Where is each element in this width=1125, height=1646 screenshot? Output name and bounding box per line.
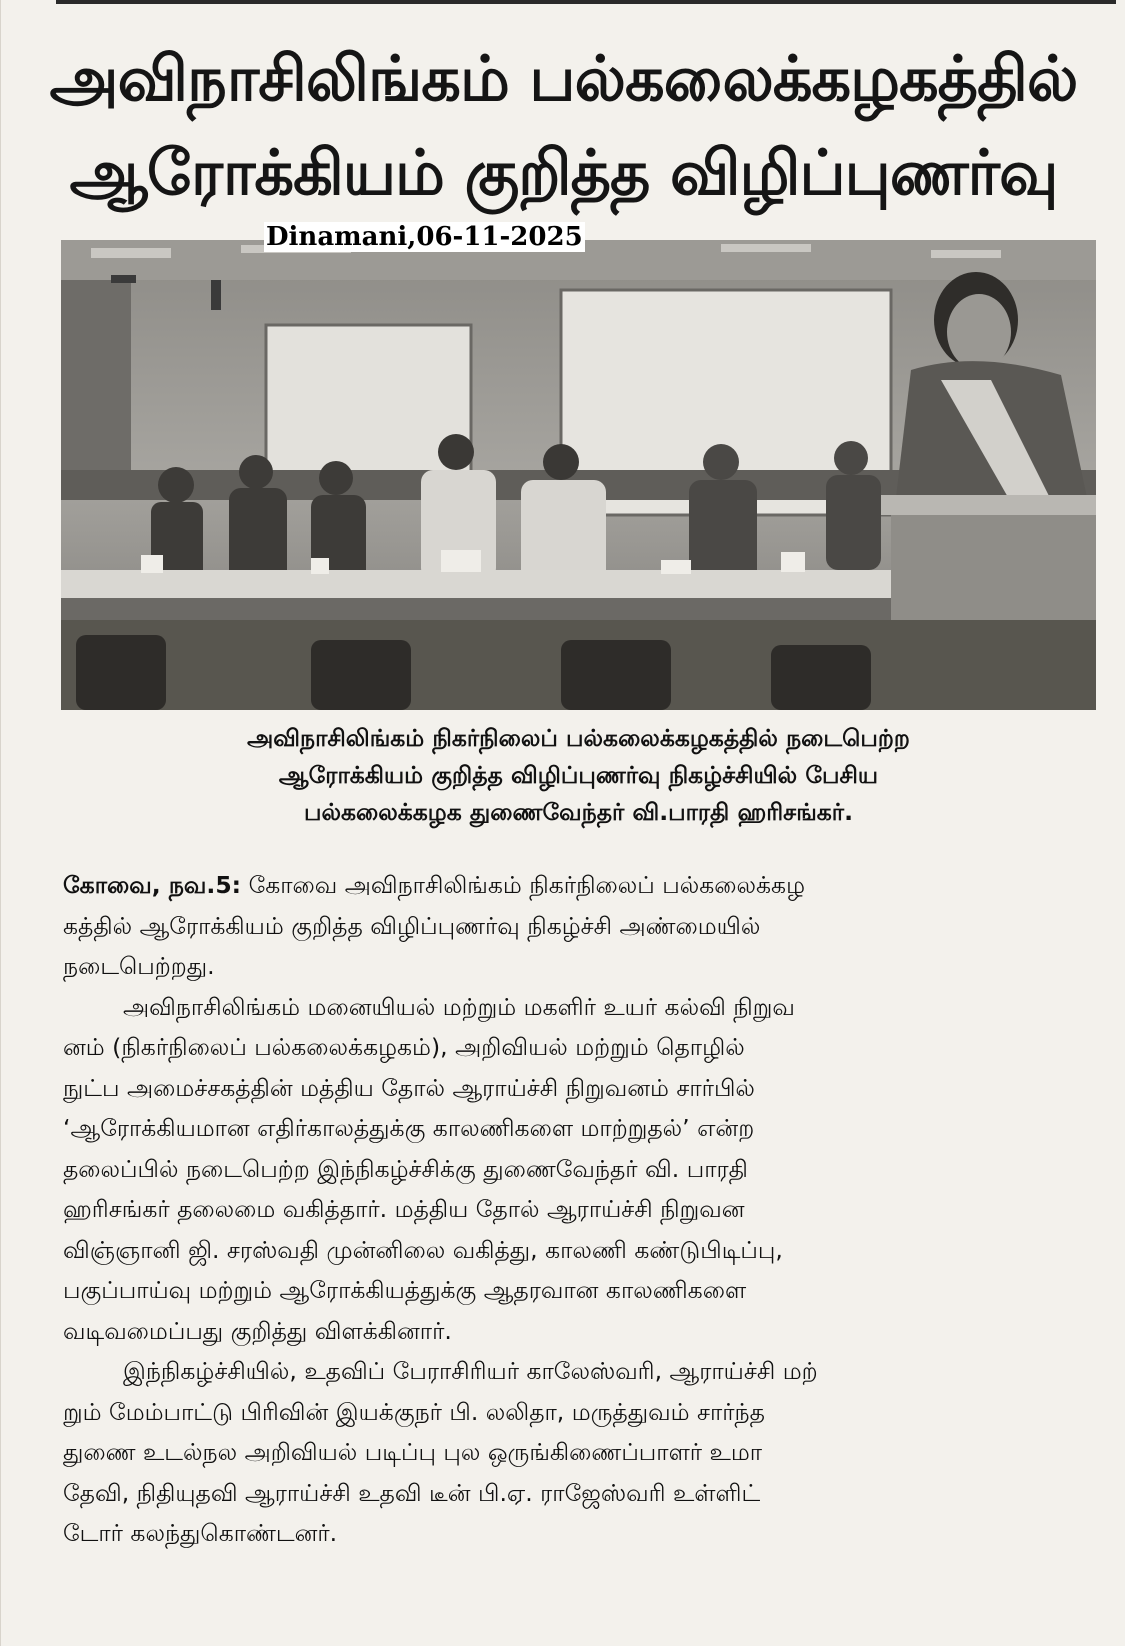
article-line: தேவி, நிதியுதவி ஆராய்ச்சி உதவி டீன் பி.ஏ. ராஜேஸ்வரி உள்ளிட்: [63, 1478, 761, 1507]
article-line: தலைப்பில் நடைபெற்ற இந்நிகழ்ச்சிக்கு துணைவேந்தர் வி. பாரதி: [63, 1154, 748, 1183]
caption-line: பல்கலைக்கழக துணைவேந்தர் வி.பாரதி ஹரிசங்கர்.: [303, 798, 854, 826]
article-line: கத்தில் ஆரோக்கியம் குறித்த விழிப்புணர்வு நிகழ்ச்சி அண்மையில்: [63, 911, 761, 940]
article-line: பகுப்பாய்வு மற்றும் ஆரோக்கியத்துக்கு ஆதரவான காலணிகளை: [63, 1276, 747, 1304]
article-line: [63, 865, 1103, 906]
article-line: இந்நிகழ்ச்சியில், உதவிப் பேராசிரியர் காலேஸ்வரி, ஆராய்ச்சி மற்: [123, 1357, 818, 1385]
headline-line-1: அவிநாசிலிங்கம் பல்கலைக்கழகத்தில்: [49, 42, 1078, 115]
article-line: அவிநாசிலிங்கம் மனையியல் மற்றும் மகளிர் உயர் கல்வி நிறுவ: [123, 992, 795, 1021]
article-line: வடிவமைப்பது குறித்து விளக்கினார்.: [63, 1316, 452, 1345]
article-line: னம் (நிகர்நிலைப் பல்கலைக்கழகம்), அறிவியல் மற்றும் தொழில்: [63, 1033, 745, 1061]
article-line: றும் மேம்பாட்டு பிரிவின் இயக்குநர் பி. லலிதா, மருத்துவம் சார்ந்த: [63, 1397, 765, 1426]
article-line: நடைபெற்றது.: [63, 952, 215, 980]
article-body: [63, 865, 1103, 1554]
source-citation: Dinamani,06-11-2025: [266, 222, 583, 252]
event-photo: [61, 240, 1096, 710]
article-text: கோவை அவிநாசிலிங்கம் நிகர்நிலைப் பல்கலைக்கழ: [248, 871, 805, 899]
photo-caption: [61, 720, 1096, 831]
article-line: துணை உடல்நல அறிவியல் படிப்பு புல ஒருங்கிணைப்பாளர் உமா: [63, 1438, 763, 1466]
article-line: டோர் கலந்துகொண்டனர்.: [63, 1519, 338, 1547]
top-rule: [56, 0, 1116, 4]
article-line: நுட்ப அமைச்சகத்தின் மத்திய தோல் ஆராய்ச்சி நிறுவனம் சார்பில்: [63, 1073, 755, 1102]
caption-line: ஆரோக்கியம் குறித்த விழிப்புணர்வு நிகழ்ச்சியில் பேசிய: [278, 761, 879, 789]
headline-line-2: ஆரோக்கியம் குறித்த விழிப்புணர்வு: [69, 136, 1058, 209]
article-line: ஹரிசங்கர் தலைமை வகித்தார். மத்திய தோல் ஆராய்ச்சி நிறுவன: [63, 1195, 745, 1223]
article-line: விஞ்ஞானி ஜி. சரஸ்வதி முன்னிலை வகித்து, காலணி கண்டுபிடிப்பு,: [63, 1235, 783, 1264]
caption-line: அவிநாசிலிங்கம் நிகர்நிலைப் பல்கலைக்கழகத்தில் நடைபெற்ற: [247, 724, 910, 752]
dateline: கோவை, நவ.5:: [63, 871, 242, 899]
article-line: ‘ஆரோக்கியமான எதிர்காலத்துக்கு காலணிகளை மாற்றுதல்’ என்ற: [63, 1114, 755, 1142]
